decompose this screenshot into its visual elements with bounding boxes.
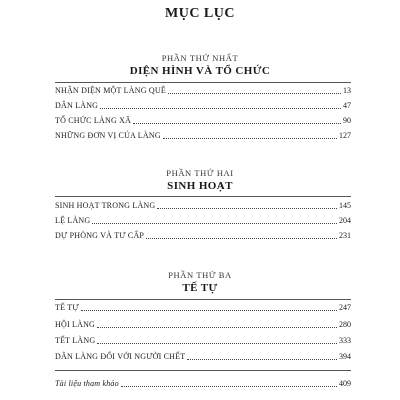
- entry-page: 394: [339, 352, 351, 361]
- toc-entry[interactable]: [55, 199, 351, 211]
- entry-label: DỰ PHÒNG VÀ TƯ CẤP: [55, 231, 145, 240]
- dot-leader: [97, 342, 337, 344]
- entry-label: TỔ CHỨC LÀNG XÃ: [55, 116, 132, 125]
- dot-leader: [100, 107, 341, 109]
- entry-label: DÂN LÀNG ĐỐI VỚI NGƯỜI CHẾT: [55, 352, 186, 361]
- entry-page: 47: [343, 101, 351, 110]
- references-rule: [55, 370, 351, 371]
- dot-leader: [92, 222, 337, 224]
- toc-entry[interactable]: [55, 334, 351, 346]
- part-3-title: TẾ TỰ: [182, 282, 218, 294]
- entry-page: 231: [339, 231, 351, 240]
- dot-leader: [157, 207, 337, 209]
- toc-entry-references[interactable]: [55, 377, 351, 389]
- entry-label: TẾ TỰ: [55, 303, 79, 312]
- entry-page: 127: [339, 131, 351, 140]
- part-3-rule: [55, 299, 351, 300]
- part-1-title: DIỆN HÌNH VÀ TỔ CHỨC: [129, 65, 271, 77]
- entry-label: SINH HOẠT TRONG LÀNG: [55, 201, 156, 210]
- part-2-heading: [0, 168, 400, 192]
- toc-entry[interactable]: [55, 214, 351, 226]
- entry-label: DÂN LÀNG: [55, 101, 99, 110]
- entry-page: 409: [339, 379, 351, 388]
- entry-page: 145: [339, 201, 351, 210]
- part-2-title: SINH HOẠT: [167, 180, 233, 192]
- part-1-heading: [0, 53, 400, 77]
- dot-leader: [146, 237, 337, 239]
- toc-title: MỤC LỤC: [165, 6, 235, 21]
- entry-page: 204: [339, 216, 351, 225]
- dot-leader: [187, 358, 337, 360]
- part-2-label: PHẦN THỨ HAI: [166, 168, 234, 178]
- entry-label: NHỮNG ĐƠN VỊ CỦA LÀNG: [55, 131, 161, 140]
- entry-page: 333: [339, 336, 351, 345]
- dot-leader: [97, 326, 337, 328]
- toc-entry[interactable]: [55, 318, 351, 330]
- dot-leader: [81, 309, 337, 311]
- entry-label: Tài liệu tham khảo: [55, 379, 119, 388]
- entry-label: NHẬN DIỆN MỘT LÀNG QUÊ: [55, 86, 166, 95]
- part-2-rule: [55, 196, 351, 197]
- toc-entry[interactable]: [55, 99, 351, 111]
- part-1-label: PHẦN THỨ NHẤT: [161, 53, 239, 63]
- entry-label: LỆ LÀNG: [55, 216, 91, 225]
- entry-page: 13: [343, 86, 351, 95]
- toc-entry[interactable]: [55, 350, 351, 362]
- entry-page: 247: [339, 303, 351, 312]
- dot-leader: [163, 137, 337, 139]
- toc-entry[interactable]: [55, 301, 351, 313]
- dot-leader: [168, 92, 341, 94]
- toc-entry[interactable]: [55, 229, 351, 241]
- part-1-rule: [55, 82, 351, 83]
- toc-entry[interactable]: [55, 84, 351, 96]
- dot-leader: [133, 122, 341, 124]
- part-3-label: PHẦN THỨ BA: [168, 270, 232, 280]
- toc-entry[interactable]: [55, 129, 351, 141]
- entry-page: 280: [339, 320, 351, 329]
- part-3-heading: [0, 270, 400, 294]
- entry-page: 90: [343, 116, 351, 125]
- toc-entry[interactable]: [55, 114, 351, 126]
- entry-label: TẾT LÀNG: [55, 336, 96, 345]
- entry-label: HỘI LÀNG: [55, 320, 96, 329]
- dot-leader: [121, 385, 337, 387]
